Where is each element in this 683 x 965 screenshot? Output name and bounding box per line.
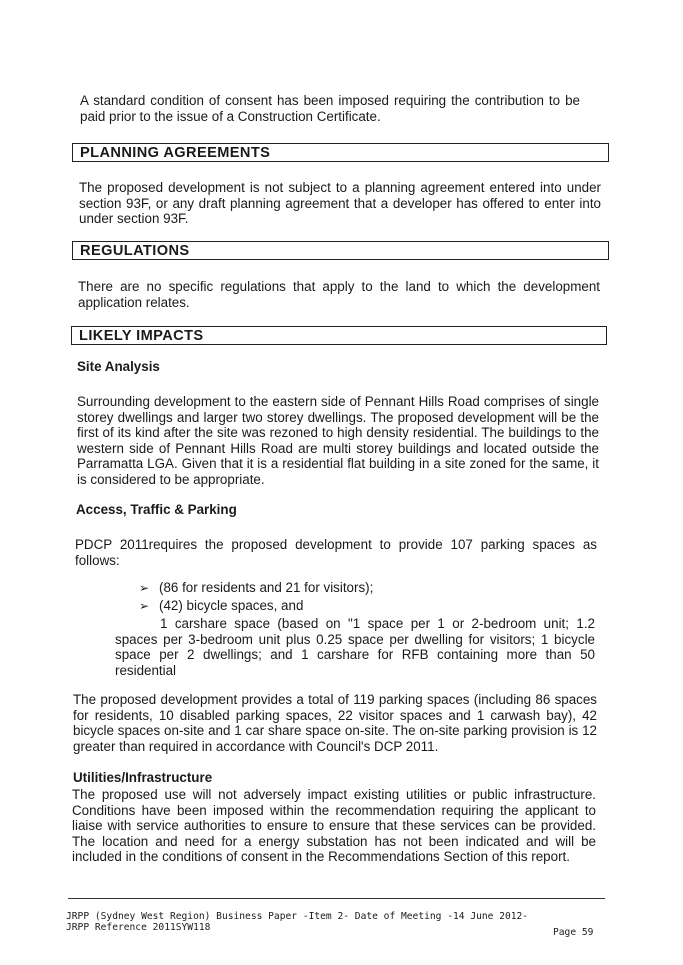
carshare-paragraph: 1 carshare space (based on "1 space per 1 or 2-bedroom unit; 1.2 spaces per 3-bedroom unit plus 0.25 space per dwelling for visitors; 1 bicycle space per 2 dwellings; and 1 carshare for RFB containing more than 50 residential [115,616,595,678]
arrow-bullet-icon: ➢ [139,599,150,613]
section-heading-text: LIKELY IMPACTS [79,328,204,344]
arrow-bullet-icon: ➢ [139,581,150,595]
parking-requirement-intro: PDCP 2011requires the proposed development to provide 107 parking spaces as follows: [75,537,597,568]
intro-paragraph: A standard condition of consent has been imposed requiring the contribution to be paid prior to the issue of a Construction Certificate. [80,93,580,124]
parking-provision-paragraph: The proposed development provides a total of 119 parking spaces (including 86 spaces for residents, 10 disabled parking spaces, 22 visitor spaces and 1 carwash bay), 42 bicycle spaces on-site and 1 car share space on-site. The on-site parking provision is 12 greater than required in accordance with Council's DCP 2011. [73,692,597,754]
site-analysis-body: Surrounding development to the eastern side of Pennant Hills Road comprises of single storey dwellings and larger two storey dwellings. The proposed development will be the first of its kind after the site was rezoned to high density residential. The buildings to the western side of Pennant Hills Road are multi storey buildings and located outside the Parramatta LGA. Given that it is a residential flat building in a site zoned for the same, it is considered to be appropriate. [77,394,599,487]
section-heading-text: PLANNING AGREEMENTS [80,145,271,161]
likely-impacts-heading [71,326,607,345]
regulations-body: There are no specific regulations that apply to the land to which the development application relates. [78,279,600,310]
regulations-heading [72,241,609,260]
planning-agreements-body: The proposed development is not subject to a planning agreement entered into under section 93F, or any draft planning agreement that a developer has offered to enter into under section 93F. [79,180,601,227]
page-number: Page 59 [553,927,594,938]
planning-agreements-heading [72,143,609,162]
section-heading-text: REGULATIONS [80,243,190,259]
site-analysis-title: Site Analysis [77,359,160,374]
bullet-item: ➢ (42) bicycle spaces, and [139,598,304,613]
footer-divider [68,898,605,899]
bullet-item: ➢ (86 for residents and 21 for visitors); [139,580,374,595]
access-traffic-parking-title: Access, Traffic & Parking [76,502,237,517]
footer-line-1: JRPP (Sydney West Region) Business Paper -Item 2- Date of Meeting -14 June 2012- [66,911,529,922]
footer-line-2: JRPP Reference 2011SYW118 [66,922,211,933]
utilities-infrastructure-title: Utilities/Infrastructure [73,770,213,785]
utilities-body: The proposed use will not adversely impact existing utilities or public infrastructure. Conditions have been imposed within the recommendation requiring the applicant to liaise with service authorities to ensure to ensure that these services can be provided. The location and need for a energy substation has not been indicated and will be included in the conditions of consent in the Recommendations Section of this report. [72,787,596,865]
